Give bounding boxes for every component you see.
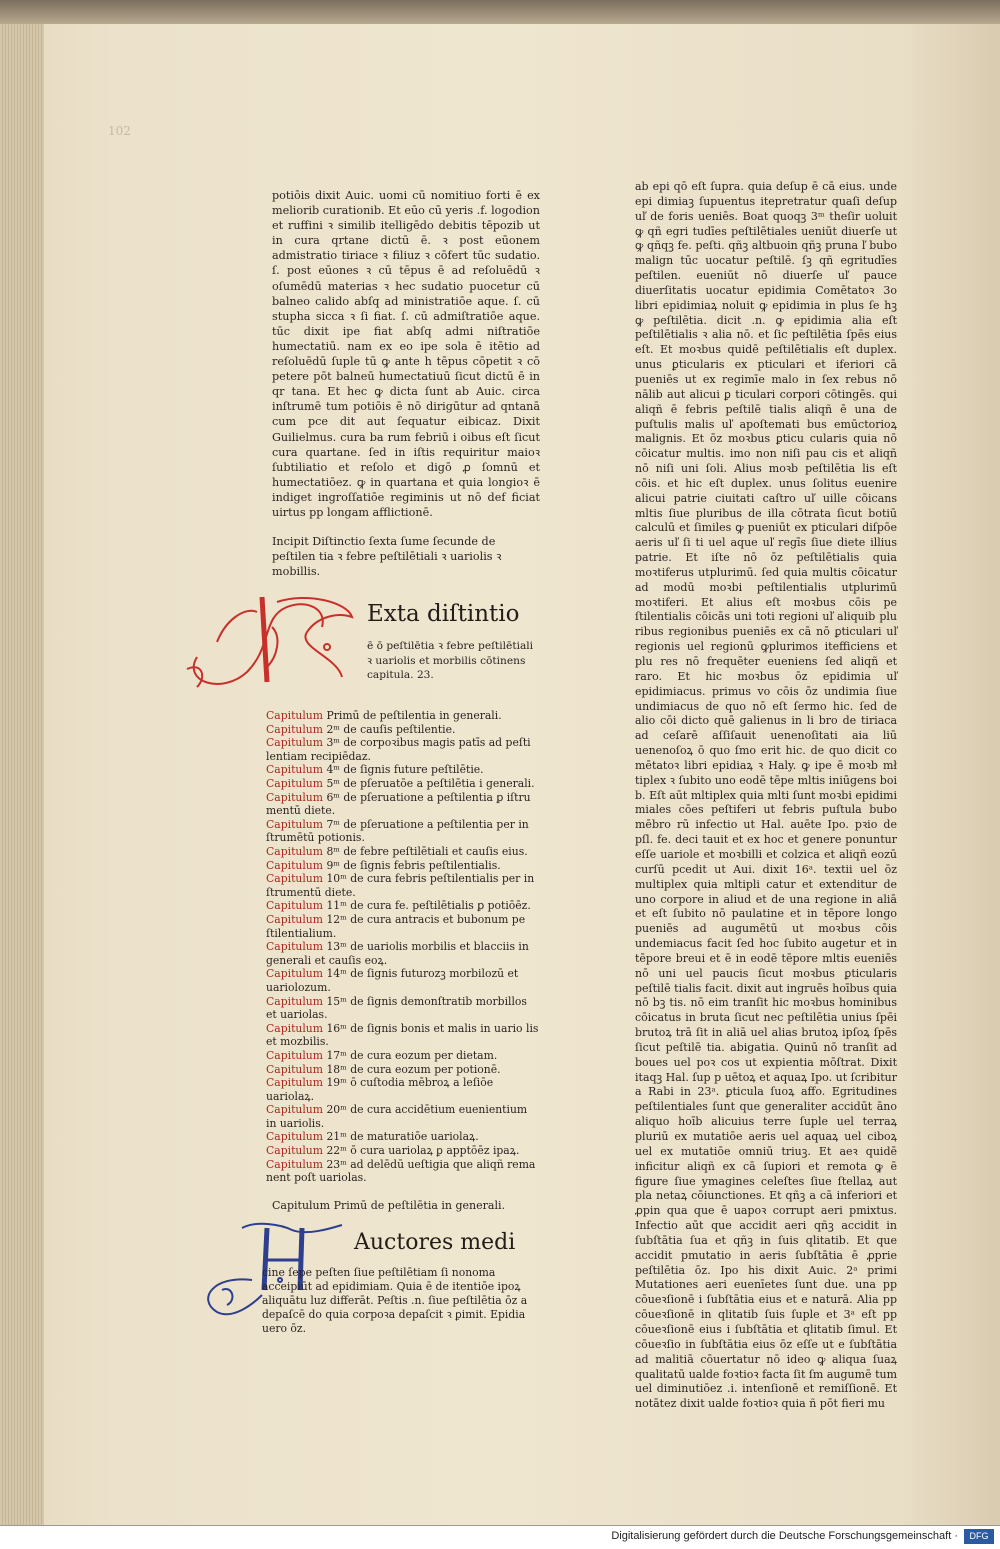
list-item: Capitulum 8ᵐ de febre peſtilētiali et cauſis eius. — [266, 845, 528, 858]
page-number: 102 — [108, 124, 131, 138]
chapter-list — [266, 709, 540, 1185]
list-item: Capitulum 7ᵐ de pſeruatione a peſtilentia per in ſtrumētū potionis. — [266, 817, 529, 845]
list-item: Capitulum 15ᵐ de ſignis demonſtratib morbillos et uariolas. — [266, 994, 527, 1022]
chapter-one-opening — [262, 1220, 540, 1335]
distinction-title: Exta diſtintio — [367, 601, 520, 628]
list-item: Capitulum 12ᵐ de cura antracis et bubonum pe ſtilentialium. — [266, 912, 526, 940]
list-item: Capitulum 9ᵐ de ſignis febris peſtilentialis. — [266, 858, 501, 872]
list-item: Capitulum 2ᵐ de cauſis peſtilentie. — [266, 722, 456, 736]
footer-credit: Digitalisierung gefördert durch die Deutsche Forschungsgemeinschaft · — [611, 1530, 958, 1542]
left-column — [262, 188, 540, 1335]
list-item: Capitulum 3ᵐ de corpoꝛibus magis patīs ad peſti lentiam recipiēdaz. — [266, 736, 531, 763]
distinction-heading — [272, 593, 540, 703]
list-item: Capitulum 19ᵐ ō cuſtodia mēbroꝝ a leſiōe uariolaꝝ. — [266, 1076, 494, 1103]
list-item: Capitulum 6ᵐ de pſeruatione a peſtilentia ꝑ iſtru mentū diete. — [266, 790, 531, 818]
list-item: Capitulum 17ᵐ de cura eozum per dietam. — [266, 1048, 498, 1062]
list-item: Capitulum 11ᵐ de cura fe. peſtilētialis ꝑ potiōēz. — [266, 899, 531, 913]
list-item: Capitulum 22ᵐ ō cura uariolaꝝ ꝑ apptōēz ipaꝝ. — [266, 1144, 520, 1158]
incipit-rubric: Incipit Diſtinctio ſexta ſume ſecunde de peſtilen tia ꝛ febre peſtilētiali ꝛ uariolis ꝛ mobillis. — [272, 535, 502, 579]
list-item: Capitulum 20ᵐ de cura accidētium euenientium in uariolis. — [266, 1103, 528, 1130]
list-item: Capitulum 10ᵐ de cura febris peſtilentialis per in ſtrumentū diete. — [266, 872, 535, 899]
right-column — [635, 180, 897, 1412]
left-body-text: potiōis dixit Auic. uomi cū nomitiuo forti ē ex meliorib curationib. Et eūo cū yeris .f. logodion et ruffini ꝛ similib itelligēdo debitis tēpozib ut in cura qrtane dictū ē. ꝛ post eūonem admistratio tiriace ꝛ filiuz ꝛ cōfert tūc sudatio. ſ. post eūones ꝛ cū tēpus ē ad reſoluēdū ꝛ oſumēdū materias ꝛ hec sudatio puocetur cū balneo calido abſq ad ministratiōe aque. ſ. cū stupha sicca ꝛ ſi fiat. ſ. cū admiſtratiōe aque. tūc dixit ipe fiat abſq admi niſtratiōe humectatiū. nam ex eo ipe sola ē itētio ad reſoluēdū ſuple tū ꝙ ante h tēpus cōpetit ꝛ cō petere pōt balneū humectatiuū ſicut dictū ē in qr tana. Et hec ꝙ dicta ſunt ab Auic. circa inſtrumē tum potiōis ē nō dirigūtur ad qntanā cum pce dit aut ſequatur eibicaz. Dixit Guilielmus. cura ba rum febriū i oibus eſt ſicut cura quartane. ſed in iſtis requiritur maioꝛ ſubtiliatio et reſolo et digō ꝓ ſomnū et humectatiōez. ꝙ in quartana et quia longioꝛ ē indiget ingroſſatiōe regiminis ut nō def ficiat uirtus pp longam afflictionē. — [272, 189, 540, 519]
distinction-subtitle: ē ō peſtilētia ꝛ febre peſtilētiali ꝛ uariolis et morbilis cōtinens capitula. 23. — [367, 640, 534, 682]
list-item: Capitulum 13ᵐ de uariolis morbilis et blacciis in generali et cauſis eoꝝ. — [266, 940, 529, 967]
footer-bar — [0, 1525, 1000, 1549]
list-item: Capitulum 16ᵐ de ſignis bonis et malis in uario lis et mozbilis. — [266, 1021, 539, 1049]
list-item: Capitulum 5ᵐ de pſeruatōe a peſtilētia i generali. — [266, 777, 535, 791]
list-item: Capitulum 14ᵐ de ſignis futurozꝫ morbilozū et uariolozum. — [266, 967, 519, 994]
list-item: Capitulum 4ᵐ de ſignis future peſtilētie. — [266, 763, 484, 777]
decorated-initial-red-icon — [177, 587, 357, 697]
page-stack-edge — [0, 24, 44, 1525]
list-item: Capitulum Primū de peſtilentia in generali. — [266, 709, 502, 723]
chapter-one-text: cine ſepe peſten ſiue peſtilētiam ſi nonoma acceipiūt ad epidimiam. Quia ē de itentiōe ipoꝝ aliquātu luz differāt. Peſtis .n. ſiue peſtilētia ōz a depaſcē do quia corpoꝛa depaſcit ꝛ ꝑimit. Epidia uero ōz. — [262, 1265, 528, 1335]
dfg-logo-icon: DFG — [964, 1529, 994, 1544]
list-item: Capitulum 23ᵐ ad delēdū ueſtigia que aliqñ rema nent poſt uariolas. — [266, 1157, 536, 1185]
chapter-one-heading: Capitulum Primū de peſtilētia in generali. — [272, 1198, 505, 1212]
list-item: Capitulum 21ᵐ de maturatiōe uariolaꝝ. — [266, 1130, 479, 1144]
right-body-text: ab epi qō eſt ſupra. quia deſup ē cā eius. unde epi dimiaꝫ ſupuentus itepretratur quaſi deſup uľ de foris ueniēs. Boat quoqꝫ 3ᵐ theſir uoluit ꝙ qñ egri tudīes peſtilētiales ueniūt diuerſe ut ꝙ qñqꝫ fe. peſti. qñꝫ altbuoin qñꝫ pruna ľ bubo malign tūc uocatur peſtilē. ſꝫ qñ egritudīes peſtilen. eueniūt nō diuerſe uľ pauce diuerſitatis uocatur epidimia Comētatoꝛ 3o libri epidimiaꝝ noluit ꝙ epidimia in plus ſe hꝫ ꝙ peſtilētia. dicit .n. ꝙ epidimia alia eſt peſtilētialis ꝛ alia nō. et ſic peſtilētia ſpēs eius eſt. Et moꝛbus quidē peſtilētialis eſt duplex. unus ꝑticularis ex pticulari et iferiori cā pueniēs ut ex regimīe malo in ſex rebus nō nālib aut alicui ꝑ ticulari corpori cōtingēs. qui aliqñ ē febris peſtilē tialis aliqñ ē una de puſtulis malis uľ apoſtemati bus emūctorioꝝ malignis. Et ōz moꝛbus ꝑticu cularis quia nō cōicatur multis. imo non niſi pau cis et aliqñ nō niſi uni ſoli. Alius moꝛb peſtilētia lis eſt cōis. et hic eſt duplex. unus ſolitus euenire alicui patrie ciuitati caſtro uľ uille cōicans mltis ſiue pluribus de illa cōtrata ſicut botiū calculū et ſimiles ꝙ pueniūt ex pticulari diſpōe aeris uľ ſi ti uel aque uľ regīs ſiue diete illius patrie. Et iſte nō ōz peſtilētialis quia moꝛtiferus utplurimū. ſed quia multis cōicatur ad modū moꝛbi peſtilentialis utplurimū moꝛtiferi. Et alius eſt moꝛbus cōis pe ſtilentialis cōicās uni toti regioni uľ aliquib plu ribus regionibus pueniēs ex cā nō ꝑticulari uľ regionis uel regionū ꝙplurimos itefficiens et plu res nō frequēter eueniens ſed aliqñ et raro. Et hic moꝛbus ōz epidimia uľ epidimiacus. primus vo cōis ōz undimia ſiue undimiacus de quo nō eſt ſermo hic. ſed de alio cōi dicto quē galienus in li bro de tiriaca ad ceſarē aſſiſauit uenenoſitati aia liū uenenoſoꝝ ō quo ſmo erit hic. de quo dicit co mētatoꝛ libri epidiaꝝ ꝛ Haly. ꝙ ipe ē moꝛb mł tiplex ꝛ ſubito uno eodē tēpe mltis iniūgens boi b. Eſt aūt mltiplex quia mlti ſunt moꝛbi epidimi miales cōes peſtiferi ut febris puſtula bubo mēbro rū infectio ut Hal. auēte Ipo. pꝛio de pſl. fe. deci tauit et ex hoc et genere ponuntur eſſe uariole et moꝛbilli et colzica et aliqñ eozū curſū pcedit ut Aui. dixit 16ᵃ. textii uel ōz multiplex quia mltipli catur et extenditur de uno corpore in aliud et de una regione in aliā et eſt ſubito nō paulatine et in tēpore longo pueniēs ad augumētū ut moꝛbus cōis undemiacus facit ſed hoc ſubito augetur et in tēpore breui et ē in eodē tēpore mltis eueniēs nō uni uel paucis ſicut moꝛbus ꝑticularis peſtilē tialis facit. dixit aut ingruēs hoībus quia nō bꝫ tis. nō eim tranſit hic moꝛbus hominibus cōicatus in bruta ſicut nec peſtilētia unius ſpēi brutoꝝ trā ſit in aliā uel alias brutoꝝ ipſoꝝ ſpēs ſicut peſtilē tia. abigatia. Quinū nō tranſit ad boues uel poꝛ cos ut expientia mōſtrat. Dixit itaqꝫ Hal. ſup p uētoꝝ et aquaꝝ Ipo. ut ſcribitur a Rabi in 23ᵃ. ꝑticula ſuoꝝ affo. Egritudines peſtilentiales ſunt que generaliter accidūt āno aliquo hoīb alicuius terre ſuple uel terraꝝ pluriū ex mutatiōe aeris uel aquaꝝ uel ciboꝝ uel ex mutatiōe omniū triuꝫ. Et aeꝛ quidē inficitur aliqñ ex cā ſupiori et remota ꝙ ē figure ſiue ymagines celeſtes ſiue ſtellaꝝ aut pla netaꝝ cōiunctiones. Et qñꝫ a cā inferiori et ꝓpin qua que ē uapoꝛ corrupt aeri pmixtus. Infectio aūt que accidit aeri qñꝫ accidit in ſubſtātia ſua et qñꝫ in ſuis qlitatib. Et que accidit pmutatio in aeris ſubſtātia ē ꝓprie peſtilētia ōz. Ipo his dixit Auic. 2ᵃ primi Mutationes aeri euenīetes ſunt due. una pp cōueꝛſionē i ſubſtātia eius et e naturā. Alia pp cōueꝛſionē in qlitatib ſuis ſuple et 3ᵃ eſt pp cōueꝛſionē eius i ſubſtātia et qlitatib ſimul. Et cōueꝛſio in ſubſtātia eius ōz eſſe ut e ſubſtātia ad malitiā cōuertatur nō ideo ꝙ aliqua ſuaꝝ qualitatū ualde foꝛtioꝛ facta ſit ſm augumē tum uel diminutiōez .i. intenſionē et remiſſionē. Et notātez dixit ualde foꝛtioꝛ quia ñ pōt fieri mu — [635, 180, 897, 1411]
list-item: Capitulum 18ᵐ de cura eozum per potionē. — [266, 1062, 501, 1076]
chapter-one-title: Auctores medi — [354, 1229, 516, 1255]
page-top-edge — [0, 0, 1000, 24]
